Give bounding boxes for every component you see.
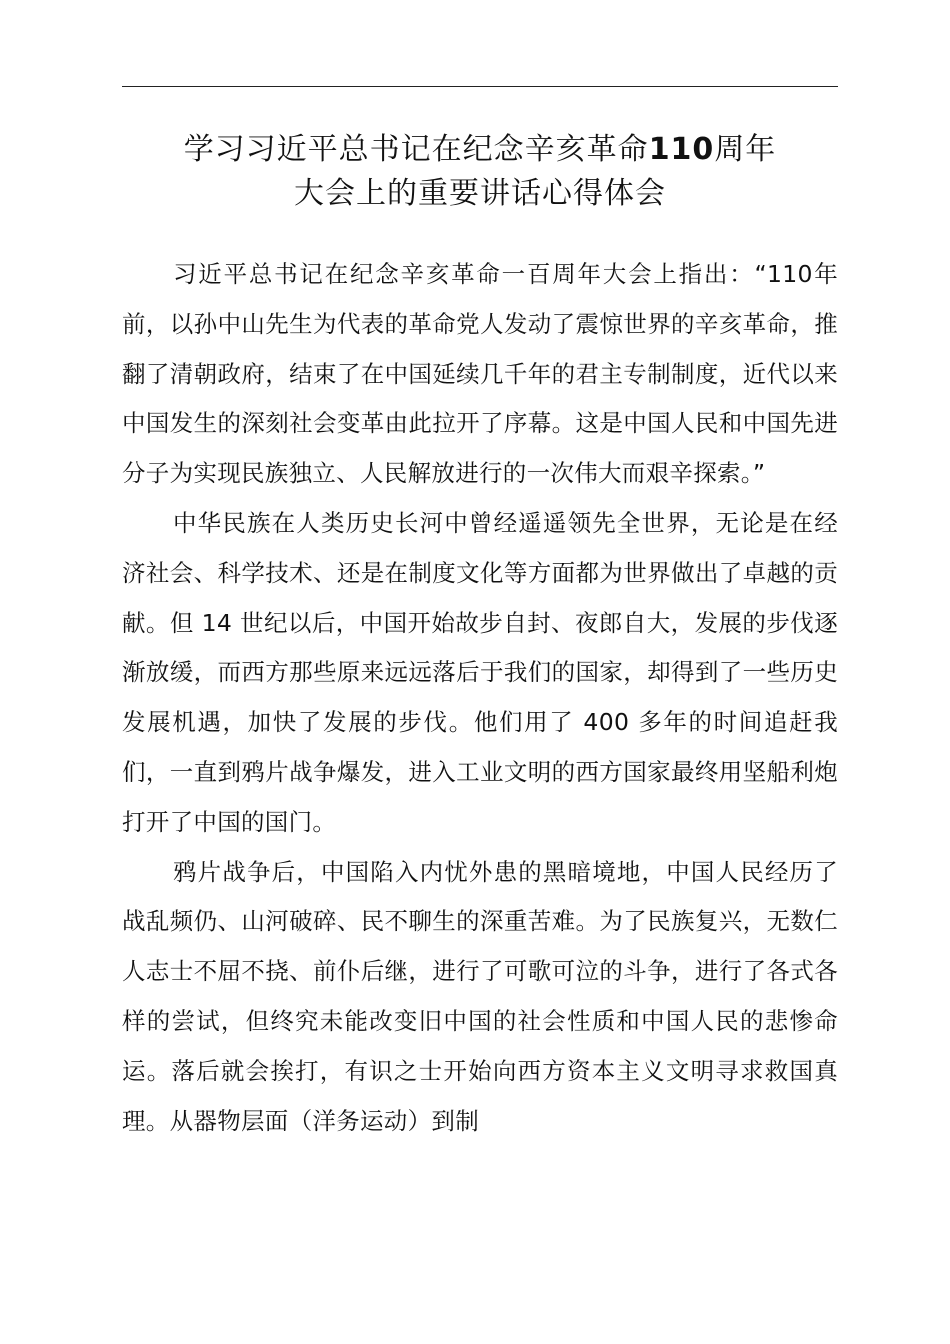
document-body: [122, 250, 838, 1146]
title-line-1: [100, 128, 860, 172]
title-line-2: 大会上的重要讲话心得体会: [294, 176, 666, 211]
title-number: 110: [648, 132, 715, 167]
title-text-part2: 周年: [714, 132, 777, 167]
document-title: [100, 128, 860, 216]
title-text-part1: 学习习近平总书记在纪念辛亥革命: [183, 132, 649, 167]
body-paragraph: 中华民族在人类历史长河中曾经遥遥领先全世界，无论是在经济社会、科学技术、还是在制度文化等方面都为世界做出了卓越的贡献。但 14 世纪以后，中国开始故步自封、夜郎自大，发展的步伐逐渐放缓，而西方那些原来远远落后于我们的国家，却得到了一些历史发展机遇，加快了发展的步伐。他们用了 400 多年的时间追赶我们，一直到鸦片战争爆发，进入工业文明的西方国家最终用坚船利炮打开了中国的国门。: [122, 508, 838, 836]
header-divider: [122, 86, 838, 87]
body-paragraph: 鸦片战争后，中国陷入内忧外患的黑暗境地，中国人民经历了战乱频仍、山河破碎、民不聊生的深重苦难。为了民族复兴，无数仁人志士不屈不挠、前仆后继，进行了可歌可泣的斗争，进行了各式各样的尝试，但终究未能改变旧中国的社会性质和中国人民的悲惨命运。落后就会挨打，有识之士开始向西方资本主义文明寻求救国真理。从器物层面（洋务运动）到制: [122, 857, 838, 1135]
body-paragraph: 习近平总书记在纪念辛亥革命一百周年大会上指出：“110年前，以孙中山先生为代表的革命党人发动了震惊世界的辛亥革命，推翻了清朝政府，结束了在中国延续几千年的君主专制制度，近代以来中国发生的深刻社会变革由此拉开了序幕。这是中国人民和中国先进分子为实现民族独立、人民解放进行的一次伟大而艰辛探索。”: [122, 260, 838, 488]
